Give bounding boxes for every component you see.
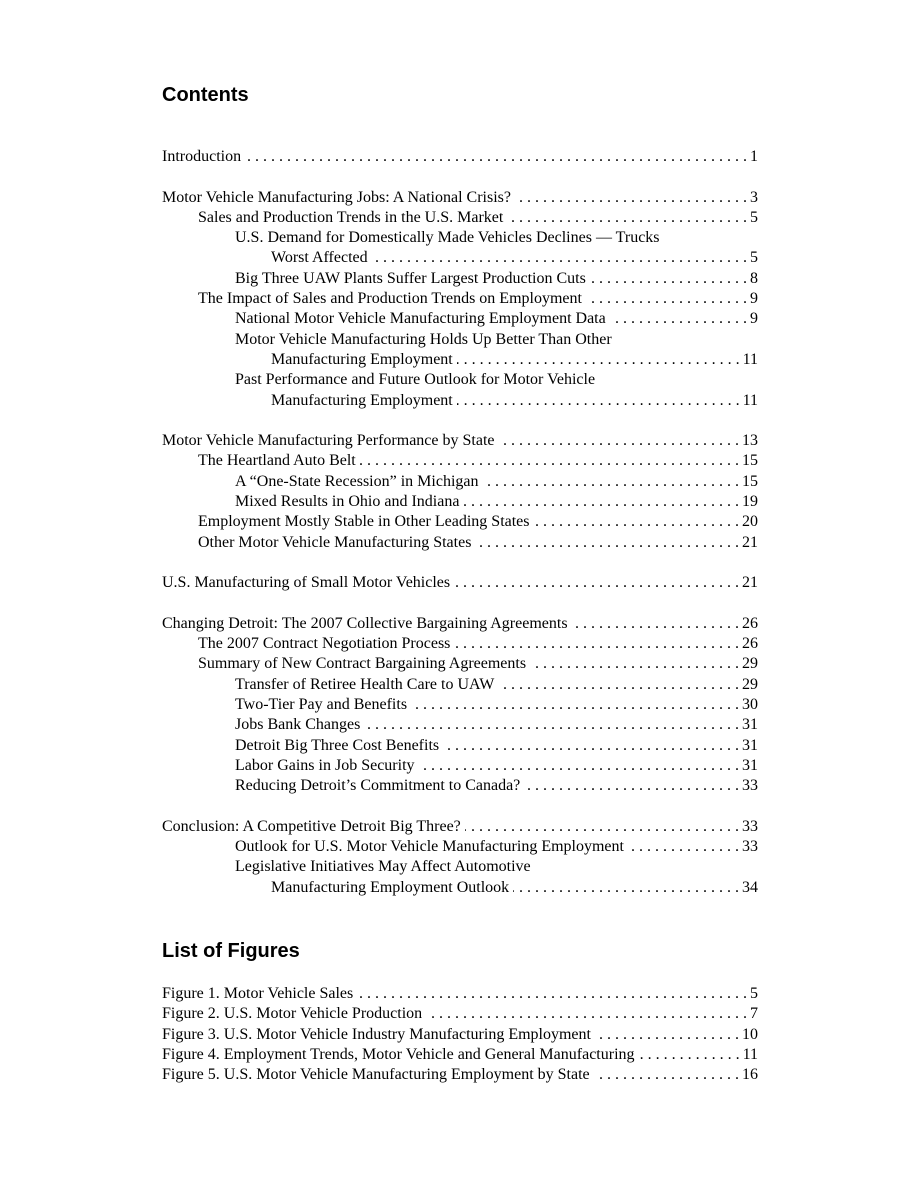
toc-entry-title: Outlook for U.S. Motor Vehicle Manufacturing Employment	[235, 838, 624, 856]
toc-entry[interactable]	[162, 472, 758, 492]
toc-entry-title: Transfer of Retiree Health Care to UAW	[235, 675, 495, 693]
dot-leader	[507, 208, 747, 228]
toc-entry[interactable]	[162, 837, 758, 857]
toc-entry-title: Past Performance and Future Outlook for Motor Vehicle	[235, 371, 596, 389]
toc-entry-title: Jobs Bank Changes	[235, 716, 361, 734]
dot-leader	[595, 1025, 739, 1045]
toc-entry-title: Introduction	[162, 148, 242, 165]
dot-leader	[475, 533, 739, 553]
figure-entry[interactable]	[162, 1025, 758, 1045]
figure-title: Figure 4. Employment Trends, Motor Vehicle and General Manufacturing	[162, 1045, 635, 1063]
dot-leader	[499, 431, 740, 451]
contents-list	[162, 147, 758, 898]
toc-entry[interactable]	[162, 736, 758, 756]
toc-entry[interactable]	[162, 533, 758, 553]
dot-leader	[454, 573, 739, 593]
toc-entry[interactable]	[162, 573, 758, 593]
toc-entry-title: The Impact of Sales and Production Trends on Employment	[198, 290, 582, 308]
dot-leader	[515, 188, 747, 208]
toc-entry-title: U.S. Manufacturing of Small Motor Vehicles	[162, 574, 451, 592]
toc-entry[interactable]	[162, 451, 758, 471]
page-number: 13	[742, 432, 758, 450]
toc-entry-title: Two-Tier Pay and Benefits	[235, 696, 408, 714]
dot-leader	[364, 715, 739, 735]
toc-entry-title: Motor Vehicle Manufacturing Jobs: A National Crisis?	[162, 188, 511, 206]
dot-leader	[594, 1065, 739, 1085]
page-number: 11	[742, 391, 758, 409]
toc-entry[interactable]	[162, 695, 758, 715]
toc-entry[interactable]	[162, 188, 758, 208]
toc-entry-title: Motor Vehicle Manufacturing Holds Up Better Than Other	[235, 330, 612, 348]
page-number: 5	[750, 985, 758, 1002]
toc-entry[interactable]	[162, 634, 758, 654]
toc-entry-title: Changing Detroit: The 2007 Collective Bargaining Agreements	[162, 614, 568, 632]
figure-entry[interactable]	[162, 1004, 758, 1024]
toc-entry[interactable]	[162, 350, 758, 370]
dot-leader	[372, 248, 747, 268]
toc-entry-title: Summary of New Contract Bargaining Agreements	[198, 655, 527, 673]
dot-leader	[639, 1045, 740, 1065]
toc-entry[interactable]	[162, 228, 758, 248]
dot-leader	[245, 147, 747, 167]
figure-entry[interactable]	[162, 1045, 758, 1065]
toc-entry[interactable]	[162, 431, 758, 451]
figure-entry[interactable]	[162, 1065, 758, 1085]
toc-entry[interactable]	[162, 817, 758, 837]
page-number: 9	[750, 290, 758, 308]
page-number: 31	[742, 756, 758, 774]
toc-entry[interactable]	[162, 715, 758, 735]
figure-title: Figure 2. U.S. Motor Vehicle Production	[162, 1005, 423, 1023]
page-number: 10	[742, 1025, 758, 1043]
toc-entry[interactable]	[162, 289, 758, 309]
page-number: 26	[742, 635, 758, 653]
page-number: 5	[750, 249, 758, 267]
toc-entry-title: A “One-State Recession” in Michigan	[235, 472, 479, 490]
toc-entry-title: National Motor Vehicle Manufacturing Employment Data	[235, 310, 606, 328]
dot-leader	[530, 654, 739, 674]
toc-entry-title: Manufacturing Employment Outlook	[271, 878, 510, 896]
page-number: 30	[742, 696, 758, 714]
dot-leader	[498, 675, 739, 695]
page-number: 8	[750, 269, 758, 287]
toc-entry[interactable]	[162, 857, 758, 877]
toc-entry-title: U.S. Demand for Domestically Made Vehicles Declines — Trucks	[235, 229, 660, 247]
toc-entry-title: Big Three UAW Plants Suffer Largest Production Cuts	[235, 269, 586, 287]
toc-entry-title: Worst Affected	[271, 249, 368, 267]
page-number: 34	[742, 878, 758, 896]
toc-entry[interactable]	[162, 654, 758, 674]
toc-entry-title: Manufacturing Employment	[271, 391, 453, 409]
dot-leader	[483, 472, 740, 492]
toc-entry[interactable]	[162, 391, 758, 411]
toc-entry-title: Manufacturing Employment	[271, 350, 453, 368]
toc-entry[interactable]	[162, 208, 758, 228]
toc-entry[interactable]	[162, 756, 758, 776]
toc-entry-title: Legislative Initiatives May Affect Automotive	[235, 858, 531, 876]
dot-leader	[610, 309, 747, 329]
figures-list	[162, 984, 758, 1085]
toc-entry[interactable]	[162, 248, 758, 268]
dot-leader	[426, 1004, 747, 1024]
dot-leader	[463, 492, 739, 512]
toc-entry[interactable]	[162, 370, 758, 390]
toc-entry[interactable]	[162, 512, 758, 532]
dot-leader	[534, 512, 739, 532]
toc-entry-title: The 2007 Contract Negotiation Process	[198, 635, 451, 653]
page-number: 29	[742, 655, 758, 673]
dot-leader	[411, 695, 739, 715]
page-number: 33	[742, 777, 758, 795]
dot-leader	[628, 837, 739, 857]
page-number: 5	[750, 208, 758, 226]
toc-entry[interactable]	[162, 776, 758, 796]
page-number: 15	[742, 452, 758, 470]
page-number: 11	[742, 1045, 758, 1063]
dot-leader	[357, 984, 747, 1004]
contents-heading: Contents	[162, 84, 249, 106]
page-number: 31	[742, 716, 758, 734]
page-number: 19	[742, 493, 758, 511]
toc-entry-title: Conclusion: A Competitive Detroit Big Three?	[162, 817, 461, 835]
dot-leader	[586, 289, 747, 309]
toc-entry-title: Motor Vehicle Manufacturing Performance by State	[162, 432, 495, 450]
page-number: 15	[742, 472, 758, 490]
figure-entry[interactable]	[162, 984, 758, 1004]
page-number: 31	[742, 736, 758, 754]
page-number: 16	[742, 1066, 758, 1084]
dot-leader	[454, 634, 739, 654]
page-number: 1	[750, 148, 758, 165]
page-number: 21	[742, 533, 758, 551]
toc-entry[interactable]	[162, 878, 758, 898]
page-number: 7	[750, 1005, 758, 1023]
page-number: 11	[742, 350, 758, 368]
dot-leader	[457, 391, 740, 411]
page-number: 26	[742, 614, 758, 632]
list-of-figures-heading: List of Figures	[162, 940, 300, 962]
toc-entry-title: Mixed Results in Ohio and Indiana	[235, 493, 460, 511]
toc-entry[interactable]	[162, 309, 758, 329]
page-number: 29	[742, 675, 758, 693]
figure-title: Figure 5. U.S. Motor Vehicle Manufacturing Employment by State	[162, 1066, 590, 1084]
dot-leader	[419, 756, 739, 776]
page-number: 21	[742, 574, 758, 592]
dot-leader	[360, 451, 739, 471]
toc-entry[interactable]	[162, 614, 758, 634]
page-number: 3	[750, 188, 758, 206]
toc-entry-title: Other Motor Vehicle Manufacturing States	[198, 533, 472, 551]
page-number: 33	[742, 817, 758, 835]
dot-leader	[457, 350, 740, 370]
toc-entry[interactable]	[162, 492, 758, 512]
toc-entry-title: Reducing Detroit’s Commitment to Canada?	[235, 777, 521, 795]
dot-leader	[572, 614, 739, 634]
figure-title: Figure 3. U.S. Motor Vehicle Industry Manufacturing Employment	[162, 1025, 591, 1043]
figure-title: Figure 1. Motor Vehicle Sales	[162, 985, 354, 1002]
dot-leader	[513, 878, 739, 898]
toc-entry[interactable]	[162, 675, 758, 695]
toc-entry[interactable]	[162, 269, 758, 289]
toc-entry-title: Sales and Production Trends in the U.S. Market	[198, 208, 504, 226]
dot-leader	[465, 817, 739, 837]
dot-leader	[590, 269, 747, 289]
dot-leader	[443, 736, 739, 756]
page-number: 20	[742, 513, 758, 531]
toc-entry[interactable]	[162, 147, 758, 167]
toc-entry-title: Employment Mostly Stable in Other Leading States	[198, 513, 530, 531]
toc-entry-title: Detroit Big Three Cost Benefits	[235, 736, 440, 754]
toc-entry-title: Labor Gains in Job Security	[235, 756, 415, 774]
toc-entry-title: The Heartland Auto Belt	[198, 452, 356, 470]
toc-entry[interactable]	[162, 330, 758, 350]
page-number: 33	[742, 838, 758, 856]
page-number: 9	[750, 310, 758, 328]
dot-leader	[524, 776, 739, 796]
